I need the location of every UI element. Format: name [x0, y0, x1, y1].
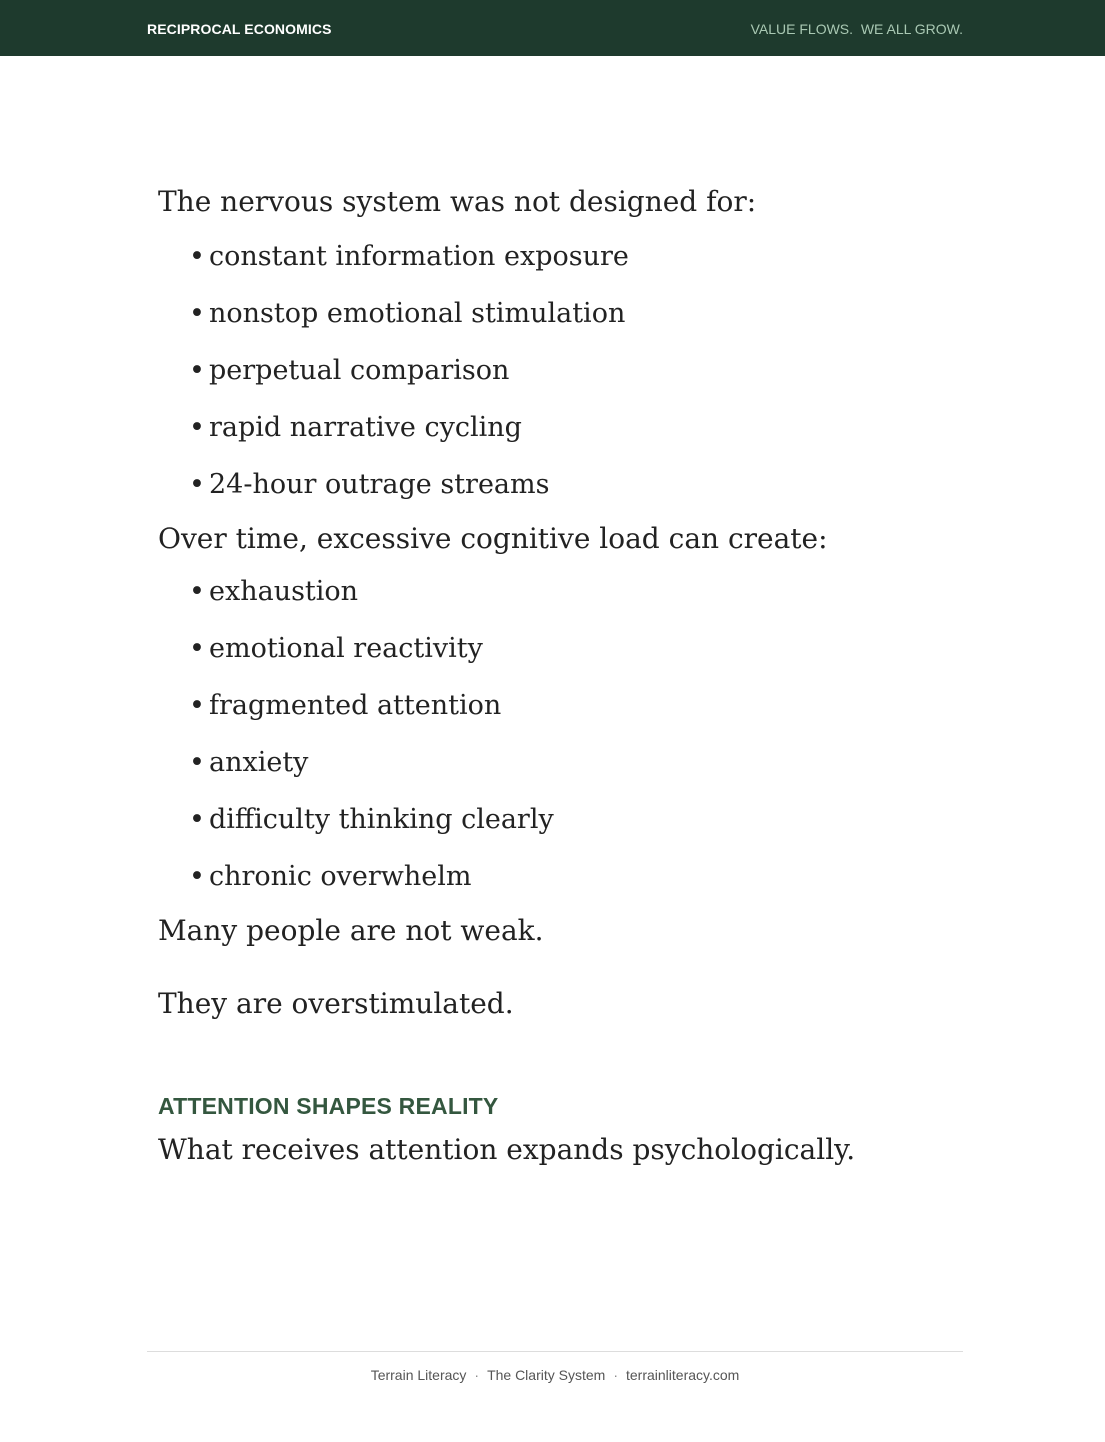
list-item: • nonstop emotional stimulation: [189, 295, 963, 332]
footer: [147, 1367, 963, 1383]
site-tagline: VALUE FLOWS. WE ALL GROW.: [750, 21, 963, 37]
site-brand[interactable]: RECIPROCAL ECONOMICS: [147, 21, 332, 37]
bullet-icon: •: [189, 241, 205, 272]
intro-paragraph-1: The nervous system was not designed for:: [158, 185, 757, 218]
intro-paragraph-2: Over time, excessive cognitive load can create:: [158, 522, 828, 555]
bullet-icon: •: [189, 469, 205, 500]
bullet-icon: •: [189, 298, 205, 329]
bullet-icon: •: [189, 861, 205, 892]
list-item: • rapid narrative cycling: [189, 409, 963, 446]
bullet-icon: •: [189, 690, 205, 721]
bullet-icon: •: [189, 633, 205, 664]
footer-link-clarity-system[interactable]: The Clarity System: [487, 1367, 606, 1383]
statement-2: They are overstimulated.: [158, 987, 514, 1020]
list-item: • 24-hour outrage streams: [189, 466, 963, 503]
list-item: • emotional reactivity: [189, 630, 963, 667]
list-item: • anxiety: [189, 744, 963, 781]
bullet-icon: •: [189, 576, 205, 607]
footer-divider: [147, 1351, 963, 1352]
bullet-icon: •: [189, 747, 205, 778]
section-heading: ATTENTION SHAPES REALITY: [158, 1093, 499, 1119]
list-item: • perpetual comparison: [189, 352, 963, 389]
statement-1: Many people are not weak.: [158, 914, 544, 947]
list-item: • exhaustion: [189, 573, 963, 610]
footer-link-website[interactable]: terrainliteracy.com: [625, 1367, 740, 1383]
bullet-icon: •: [189, 412, 205, 443]
list-item: • constant information exposure: [189, 238, 963, 275]
footer-separator: ·: [613, 1367, 618, 1383]
bullet-icon: •: [189, 355, 205, 386]
section-paragraph: What receives attention expands psychologically.: [158, 1133, 856, 1166]
bullet-list-2: [158, 573, 963, 895]
footer-separator: ·: [474, 1367, 480, 1383]
bullet-icon: •: [189, 804, 205, 835]
article-body: [158, 182, 963, 1170]
list-item: • difficulty thinking clearly: [189, 801, 963, 838]
top-bar: [0, 0, 1105, 56]
list-item: • chronic overwhelm: [189, 858, 963, 895]
footer-link-terrain-literacy[interactable]: Terrain Literacy: [370, 1367, 467, 1383]
list-item: • fragmented attention: [189, 687, 963, 724]
bullet-list-1: [158, 238, 963, 503]
